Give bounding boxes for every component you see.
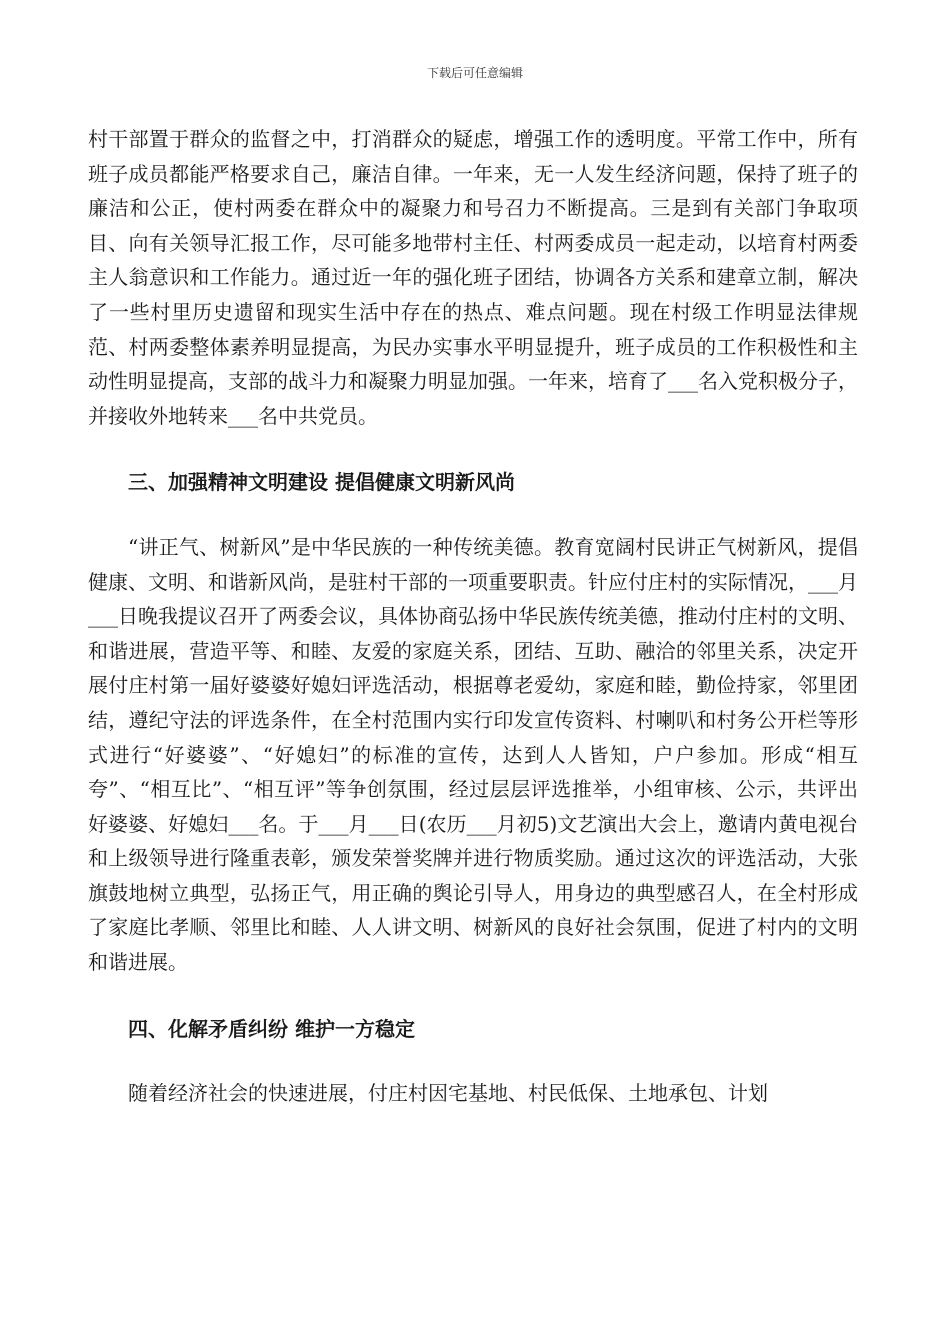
paragraph-village-cadre-supervision: 村干部置于群众的监督之中，打消群众的疑虑，增强工作的透明度。平常工作中，所有班子成员都能严格要求自己，廉洁自律。一年来，无一人发生经济问题，保持了班子的廉洁和公正，使村两委在群众中的凝聚力和号召力不断提高。三是到有关部门争取项目、向有关领导汇报工作，尽可能多地带村主任、村两委成员一起走动，以培育村两委主人翁意识和工作能力。通过近一年的强化班子团结，协调各方关系和建章立制，解决了一些村里历史遗留和现实生活中存在的热点、难点问题。现在村级工作明显法律规范、村两委整体素养明显提高，为民办实事水平明显提升，班子成员的工作积极性和主动性明显提高，支部的战斗力和凝聚力明显加强。一年来，培育了___名入党积极分子，并接收外地转来___名中共党员。 [88, 127, 858, 428]
section-heading-resolve-disputes: 四、化解矛盾纠纷 维护一方稳定 [128, 1016, 415, 1041]
paragraph-new-customs: “讲正气、树新风”是中华民族的一种传统美德。教育宽阔村民讲正气树新风，提倡健康、文明、和谐新风尚，是驻村干部的一项重要职责。针应付庄村的实际情况，___月___日晚我提议召开了两委会议，具体协商弘扬中华民族传统美德，推动付庄村的文明、和谐进展，营造平等、和睦、友爱的家庭关系，团结、互助、融洽的邻里关系，决定开展付庄村第一届好婆婆好媳妇评选活动，根据尊老爱幼，家庭和睦，勤俭持家，邻里团结，遵纪守法的评选条件，在全村范围内实行印发宣传资料、村喇叭和村务公开栏等形式进行“好婆婆”、“好媳妇”的标准的宣传，达到人人皆知，户户参加。形成“相互夸”、“相互比”、“相互评”等争创氛围，经过层层评选推举，小组审核、公示，共评出好婆婆、好媳妇___名。于___月___日(农历___月初5)文艺演出大会上，邀请内黄电视台和上级领导进行隆重表彰，颁发荣誉奖牌并进行物质奖励。通过这次的评选活动，大张旗鼓地树立典型，弘扬正气，用正确的舆论引导人，用身边的典型感召人，在全村形成了家庭比孝顺、邻里比和睦、人人讲文明、树新风的良好社会氛围，促进了村内的文明和谐进展。 [88, 534, 858, 975]
document-body [88, 122, 858, 1111]
section-heading-spiritual-civilization: 三、加强精神文明建设 提倡健康文明新风尚 [128, 470, 515, 495]
page-header: 下载后可任意编辑 [426, 66, 523, 80]
paragraph-economic-development: 随着经济社会的快速进展，付庄村因宅基地、村民低保、土地承包、计划 [128, 1081, 768, 1106]
